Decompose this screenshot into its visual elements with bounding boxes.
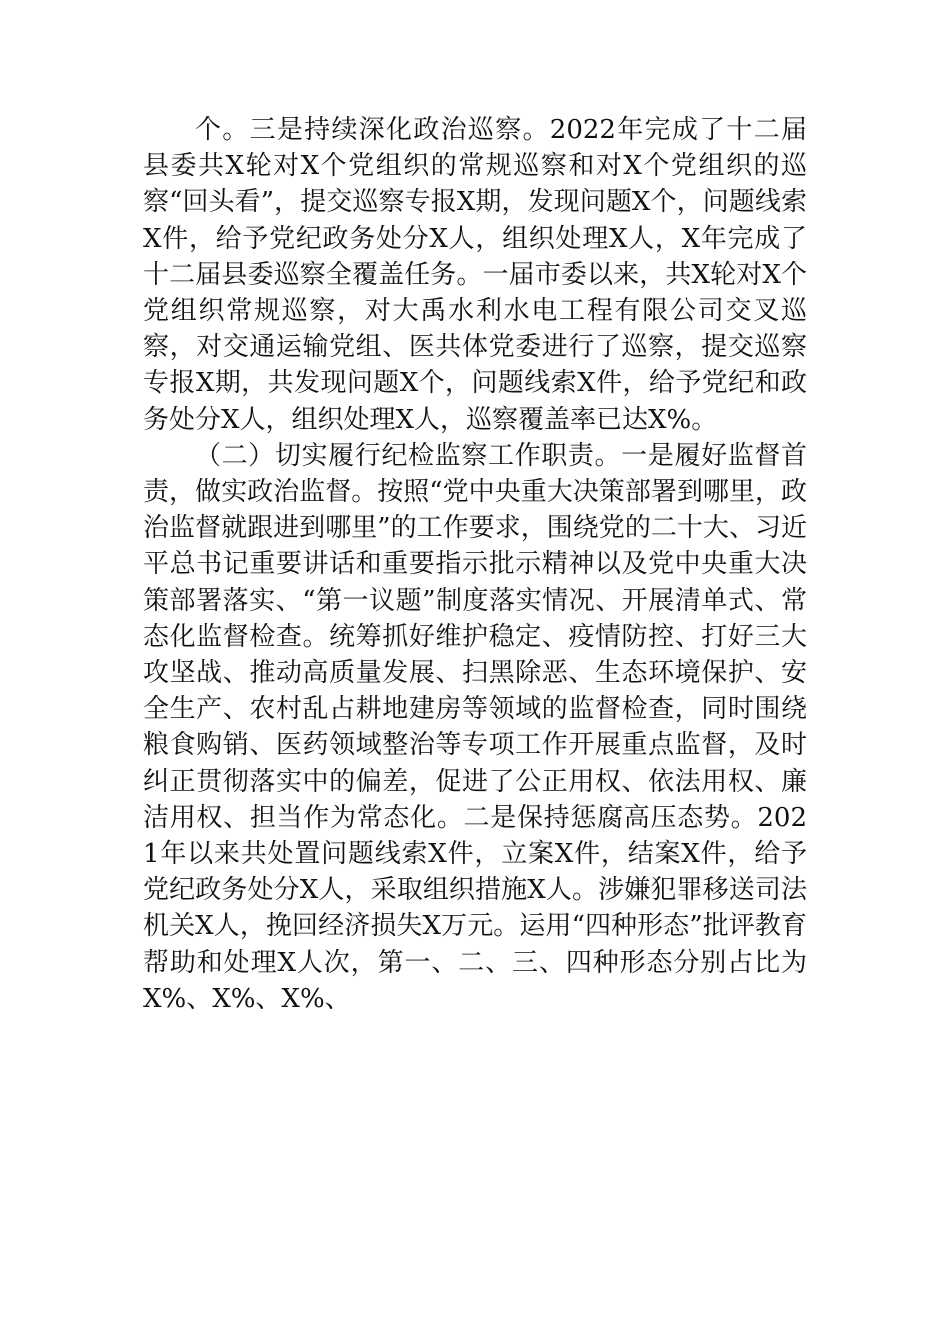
document-body	[143, 112, 807, 1017]
paragraph-inspection: 个。三是持续深化政治巡察。2022年完成了十二届县委共X轮对X个党组织的常规巡察和对X个党组织的巡察“回头看”，提交巡察专报X期，发现问题X个，问题线索X件，给予党纪政务处分X人，组织处理X人，X年完成了十二届县委巡察全覆盖任务。一届市委以来，共X轮对X个党组织常规巡察，对大禹水利水电工程有限公司交叉巡察，对交通运输党组、医共体党委进行了巡察，提交巡察专报X期，共发现问题X个，问题线索X件，给予党纪和政务处分X人，组织处理X人，巡察覆盖率已达X%。	[143, 115, 807, 435]
paragraph-discipline-duties: （二）切实履行纪检监察工作职责。一是履好监督首责，做实政治监督。按照“党中央重大决策部署到哪里，政治监督就跟进到哪里”的工作要求，围绕党的二十大、习近平总书记重要讲话和重要指示批示精神以及党中央重大决策部署落实、“第一议题”制度落实情况、开展清单式、常态化监督检查。统筹抓好维护稳定、疫情防控、打好三大攻坚战、推动高质量发展、扫黑除恶、生态环境保护、安全生产、农村乱占耕地建房等领域的监督检查，同时围绕粮食购销、医药领域整治等专项工作开展重点监督，及时纠正贯彻落实中的偏差，促进了公正用权、依法用权、廉洁用权、担当作为常态化。二是保持惩腐高压态势。2021年以来共处置问题线索X件，立案X件，结案X件，给予党纪政务处分X人，采取组织措施X人。涉嫌犯罪移送司法机关X人，挽回经济损失X万元。运用“四种形态”批评教育帮助和处理X人次，第一、二、三、四种形态分别占比为X%、X%、X%、	[143, 440, 807, 1014]
